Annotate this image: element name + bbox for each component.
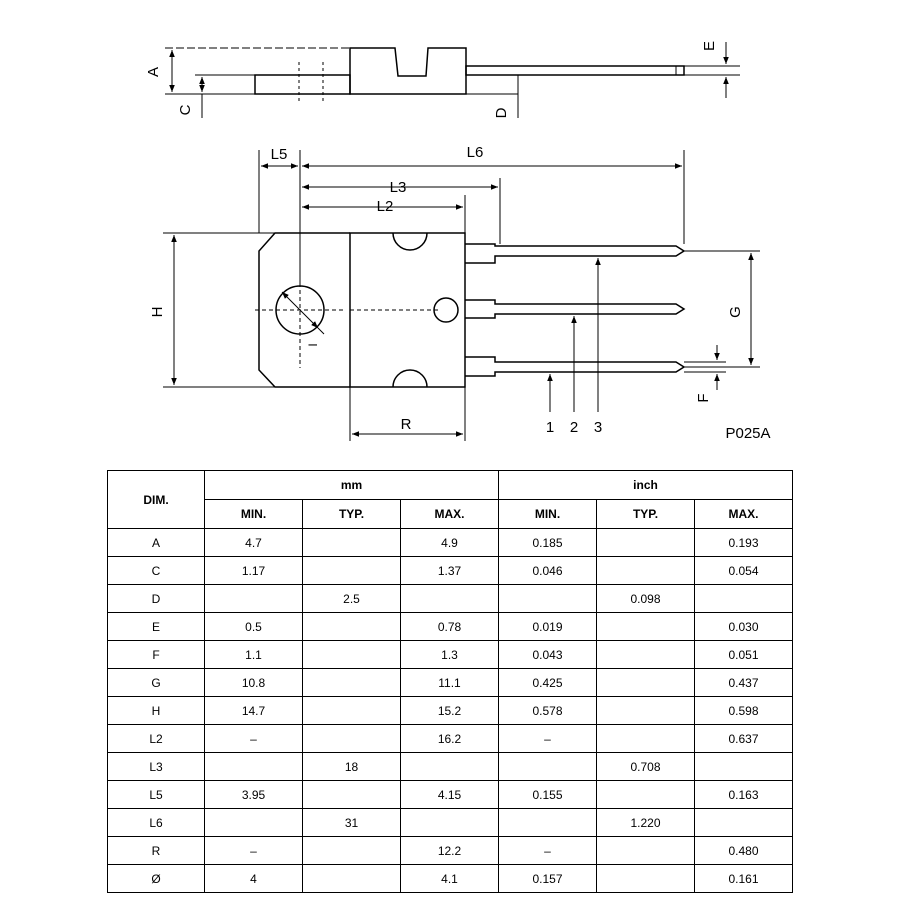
label-A: A — [145, 66, 162, 78]
table-cell: 4.1 — [401, 865, 499, 893]
label-L5: L5 — [270, 146, 288, 163]
table-cell: 11.1 — [401, 669, 499, 697]
package-code: P025A — [725, 425, 771, 442]
table-cell: 1.37 — [401, 557, 499, 585]
table-cell: 18 — [303, 753, 401, 781]
top-view-centerlines — [255, 283, 440, 368]
table-cell: 4.9 — [401, 529, 499, 557]
label-D: D — [493, 107, 510, 119]
table-cell — [303, 529, 401, 557]
table-cell — [205, 585, 303, 613]
label-L2: L2 — [376, 198, 394, 215]
dim-name-cell: C — [108, 557, 205, 585]
table-cell — [597, 837, 695, 865]
label-L6: L6 — [466, 144, 484, 161]
table-cell — [597, 529, 695, 557]
table-row — [108, 585, 793, 613]
table-cell: 0.054 — [695, 557, 793, 585]
table-row — [108, 557, 793, 585]
table-cell: 0.155 — [499, 781, 597, 809]
table-cell: 1.1 — [205, 641, 303, 669]
table-cell — [695, 585, 793, 613]
label-G: G — [727, 306, 744, 318]
dimensions-table — [107, 470, 793, 893]
dim-name-cell: R — [108, 837, 205, 865]
dim-name-cell: L3 — [108, 753, 205, 781]
mm-header: mm — [205, 471, 499, 500]
table-row — [108, 837, 793, 865]
table-cell — [401, 585, 499, 613]
label-H: H — [149, 306, 166, 318]
table-cell — [303, 669, 401, 697]
table-row — [108, 529, 793, 557]
table-cell: 0.437 — [695, 669, 793, 697]
table-cell: 0.030 — [695, 613, 793, 641]
table-cell — [303, 865, 401, 893]
table-cell: 12.2 — [401, 837, 499, 865]
table-cell: 0.637 — [695, 725, 793, 753]
table-cell: 0.185 — [499, 529, 597, 557]
dim-name-cell: E — [108, 613, 205, 641]
table-cell — [597, 557, 695, 585]
table-cell: 2.5 — [303, 585, 401, 613]
dim-name-cell: G — [108, 669, 205, 697]
label-F: F — [695, 393, 712, 403]
pin-label-1: 1 — [545, 419, 555, 436]
table-row — [108, 641, 793, 669]
table-cell: 4 — [205, 865, 303, 893]
table-cell: 0.098 — [597, 585, 695, 613]
dim-name-cell: A — [108, 529, 205, 557]
table-row — [108, 613, 793, 641]
inch-max-header: MAX. — [695, 500, 793, 529]
table-cell: 1.17 — [205, 557, 303, 585]
dim-name-cell: D — [108, 585, 205, 613]
dim-name-cell: H — [108, 697, 205, 725]
side-view-tab — [255, 75, 350, 94]
table-cell: 10.8 — [205, 669, 303, 697]
table-cell — [205, 753, 303, 781]
table-cell: 0.578 — [499, 697, 597, 725]
table-cell: 3.95 — [205, 781, 303, 809]
table-cell: 0.157 — [499, 865, 597, 893]
table-cell: 15.2 — [401, 697, 499, 725]
inch-min-header: MIN. — [499, 500, 597, 529]
table-cell: 0.425 — [499, 669, 597, 697]
table-cell: – — [205, 837, 303, 865]
table-cell — [303, 837, 401, 865]
label-C: C — [177, 104, 194, 116]
top-notch — [393, 233, 427, 250]
table-cell — [499, 753, 597, 781]
table-cell — [597, 725, 695, 753]
dim-name-cell: Ø — [108, 865, 205, 893]
label-L3: L3 — [389, 179, 407, 196]
mm-max-header: MAX. — [401, 500, 499, 529]
table-cell: 0.598 — [695, 697, 793, 725]
mm-min-header: MIN. — [205, 500, 303, 529]
table-row — [108, 809, 793, 837]
side-view-lead — [466, 66, 684, 75]
table-cell — [597, 669, 695, 697]
table-header-row — [108, 471, 793, 500]
table-cell: 0.480 — [695, 837, 793, 865]
table-cell — [499, 809, 597, 837]
dim-name-cell: F — [108, 641, 205, 669]
table-cell — [695, 753, 793, 781]
table-cell: 0.163 — [695, 781, 793, 809]
table-cell — [303, 781, 401, 809]
table-cell: 31 — [303, 809, 401, 837]
pin-label-2: 2 — [569, 419, 579, 436]
dim-name-cell: L5 — [108, 781, 205, 809]
label-I: I — [306, 343, 320, 347]
table-cell — [303, 725, 401, 753]
table-body — [108, 529, 793, 893]
inch-typ-header: TYP. — [597, 500, 695, 529]
table-cell: 0.78 — [401, 613, 499, 641]
table-cell — [401, 753, 499, 781]
table-cell: 0.043 — [499, 641, 597, 669]
table-cell: 0.5 — [205, 613, 303, 641]
lead-2 — [465, 300, 684, 318]
table-cell: 16.2 — [401, 725, 499, 753]
table-cell: 0.193 — [695, 529, 793, 557]
dim-header: DIM. — [108, 471, 205, 529]
table-cell: – — [499, 837, 597, 865]
table-row — [108, 781, 793, 809]
table-row — [108, 725, 793, 753]
label-R: R — [400, 416, 412, 433]
table-cell — [597, 641, 695, 669]
table-cell: 1.3 — [401, 641, 499, 669]
dim-name-cell: L2 — [108, 725, 205, 753]
pin-label-3: 3 — [593, 419, 603, 436]
table-cell: 0.046 — [499, 557, 597, 585]
table-cell — [303, 557, 401, 585]
table-subheader-row — [108, 500, 793, 529]
table-cell — [303, 613, 401, 641]
table-cell: 0.161 — [695, 865, 793, 893]
dim-name-cell: L6 — [108, 809, 205, 837]
top-view — [259, 233, 684, 387]
table-row — [108, 753, 793, 781]
table-row — [108, 669, 793, 697]
table-cell — [597, 865, 695, 893]
table-cell: 4.15 — [401, 781, 499, 809]
table-cell — [499, 585, 597, 613]
table-cell: 4.7 — [205, 529, 303, 557]
side-view — [255, 48, 684, 103]
table-cell — [401, 809, 499, 837]
table-cell — [597, 697, 695, 725]
table-cell — [597, 781, 695, 809]
table-cell — [303, 641, 401, 669]
table-row — [108, 697, 793, 725]
table-row — [108, 865, 793, 893]
mm-typ-header: TYP. — [303, 500, 401, 529]
table-cell: 1.220 — [597, 809, 695, 837]
table-cell — [205, 809, 303, 837]
label-E: E — [701, 40, 718, 52]
table-cell — [597, 613, 695, 641]
table-cell: 0.051 — [695, 641, 793, 669]
table-cell: – — [499, 725, 597, 753]
side-view-body — [350, 48, 466, 94]
table-cell: 0.019 — [499, 613, 597, 641]
lead-3 — [465, 244, 684, 263]
table-cell — [695, 809, 793, 837]
table-cell — [303, 697, 401, 725]
table-cell: – — [205, 725, 303, 753]
side-view-dimensions — [165, 42, 740, 118]
inch-header: inch — [499, 471, 793, 500]
bottom-notch — [393, 370, 427, 387]
table-cell: 14.7 — [205, 697, 303, 725]
top-view-dimensions — [163, 150, 760, 441]
table-cell: 0.708 — [597, 753, 695, 781]
